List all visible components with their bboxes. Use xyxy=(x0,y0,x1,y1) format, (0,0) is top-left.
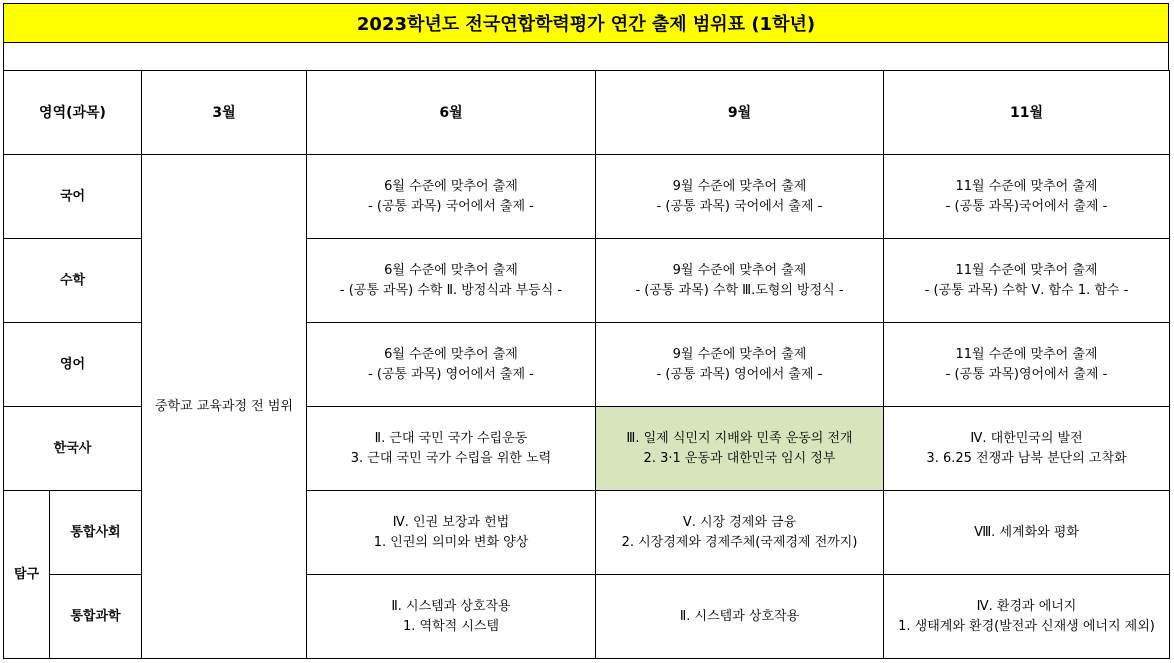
march-scope-cell xyxy=(142,155,307,659)
cell-line: 1. 생태계와 환경(발전과 신재생 에너지 제외) xyxy=(898,618,1155,634)
cell-line: 2. 3·1 운동과 대한민국 임시 정부 xyxy=(643,450,836,466)
cell-line: 11월 수준에 맞추어 출제 xyxy=(955,346,1098,362)
cell-line: - (공통 과목) 영어에서 출제 - xyxy=(368,366,534,382)
cell-line: Ⅱ. 근대 국민 국가 수립운동 xyxy=(374,430,528,446)
cell-korean-sep xyxy=(596,155,884,239)
subject-label-korean: 국어 xyxy=(4,155,142,239)
header-month-jun: 6월 xyxy=(307,71,596,155)
cell-line: 6월 수준에 맞추어 출제 xyxy=(384,346,518,362)
subject-label-science: 통합과학 xyxy=(50,575,142,659)
cell-line: - (공통 과목) 수학 Ⅴ. 함수 1. 함수 - xyxy=(924,282,1129,298)
cell-line: - (공통 과목)영어에서 출제 - xyxy=(945,366,1108,382)
cell-line: 11월 수준에 맞추어 출제 xyxy=(955,178,1098,194)
cell-history-sep xyxy=(596,407,884,491)
cell-english-sep xyxy=(596,323,884,407)
subject-label-history: 한국사 xyxy=(4,407,142,491)
subject-label-english: 영어 xyxy=(4,323,142,407)
page-title: 2023학년도 전국연합학력평가 연간 출제 범위표 (1학년) xyxy=(3,3,1169,43)
subject-label-math: 수학 xyxy=(4,239,142,323)
cell-line: - (공통 과목)국어에서 출제 - xyxy=(945,198,1108,214)
cell-social-nov xyxy=(884,491,1170,575)
header-month-mar: 3월 xyxy=(142,71,307,155)
cell-line: - (공통 과목) 수학 Ⅱ. 방정식과 부등식 - xyxy=(339,282,563,298)
cell-line: 9월 수준에 맞추어 출제 xyxy=(672,346,807,362)
cell-line: 3. 6.25 전쟁과 남북 분단의 고착화 xyxy=(926,450,1127,466)
header-month-sep: 9월 xyxy=(596,71,884,155)
cell-science-jun xyxy=(307,575,596,659)
cell-line: - (공통 과목) 국어에서 출제 - xyxy=(656,198,823,214)
cell-korean-nov xyxy=(884,155,1170,239)
cell-line: 6월 수준에 맞추어 출제 xyxy=(384,262,518,278)
cell-korean-jun xyxy=(307,155,596,239)
cell-line: 1. 인권의 의미와 변화 양상 xyxy=(373,534,529,550)
cell-science-sep xyxy=(596,575,884,659)
cell-history-nov xyxy=(884,407,1170,491)
exam-scope-table xyxy=(3,70,1170,659)
cell-science-nov xyxy=(884,575,1170,659)
cell-social-sep xyxy=(596,491,884,575)
cell-english-jun xyxy=(307,323,596,407)
table-header-row xyxy=(4,71,1170,155)
table-row-korean xyxy=(4,155,1170,239)
cell-math-nov xyxy=(884,239,1170,323)
spacer-row xyxy=(3,43,1169,71)
cell-math-sep xyxy=(596,239,884,323)
subject-label-social: 통합사회 xyxy=(50,491,142,575)
cell-line: 11월 수준에 맞추어 출제 xyxy=(955,262,1098,278)
cell-line: Ⅷ. 세계화와 평화 xyxy=(974,524,1079,540)
cell-line: Ⅳ. 환경과 에너지 xyxy=(976,598,1077,614)
cell-line: 9월 수준에 맞추어 출제 xyxy=(672,262,807,278)
cell-line: 6월 수준에 맞추어 출제 xyxy=(384,178,518,194)
subject-label-inquiry: 탐구 xyxy=(4,491,50,659)
header-month-nov: 11월 xyxy=(884,71,1170,155)
cell-line: Ⅴ. 시장 경제와 금융 xyxy=(682,514,797,530)
cell-line: Ⅱ. 시스템과 상호작용 xyxy=(679,608,800,624)
cell-english-nov xyxy=(884,323,1170,407)
cell-math-jun xyxy=(307,239,596,323)
march-scope-text: 중학교 교육과정 전 범위 xyxy=(155,398,293,414)
cell-social-jun xyxy=(307,491,596,575)
cell-line: Ⅳ. 인권 보장과 헌법 xyxy=(392,514,510,530)
cell-history-jun xyxy=(307,407,596,491)
cell-line: - (공통 과목) 국어에서 출제 - xyxy=(368,198,534,214)
cell-line: Ⅱ. 시스템과 상호작용 xyxy=(391,598,511,614)
cell-line: Ⅳ. 대한민국의 발전 xyxy=(970,430,1083,446)
cell-line: 3. 근대 국민 국가 수립을 위한 노력 xyxy=(350,450,552,466)
cell-line: 2. 시장경제와 경제주체(국제경제 전까지) xyxy=(621,534,858,550)
cell-line: Ⅲ. 일제 식민지 지배와 민족 운동의 전개 xyxy=(626,430,853,446)
header-area: 영역(과목) xyxy=(4,71,142,155)
cell-line: - (공통 과목) 수학 Ⅲ.도형의 방정식 - xyxy=(635,282,844,298)
cell-line: 9월 수준에 맞추어 출제 xyxy=(672,178,807,194)
cell-line: 1. 역학적 시스템 xyxy=(402,618,500,634)
cell-line: - (공통 과목) 영어에서 출제 - xyxy=(656,366,823,382)
